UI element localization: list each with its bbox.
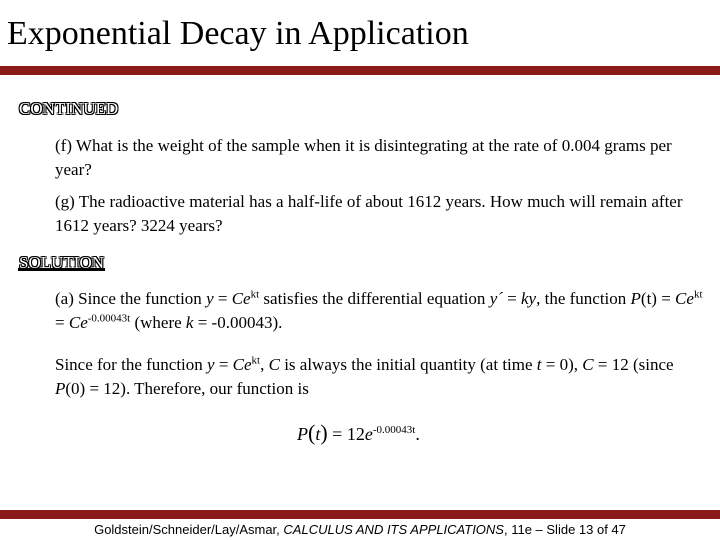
footer-slide-info: , 11e – Slide 13 of 47	[503, 522, 626, 537]
right-paren: )	[320, 420, 328, 445]
var-p: P	[55, 379, 66, 398]
text: =	[213, 289, 232, 308]
var-c: C	[232, 355, 244, 374]
var-t: t	[315, 424, 321, 444]
text: is always the initial quantity (at time	[279, 355, 537, 374]
var-e: e	[243, 289, 251, 308]
var-c: C	[675, 289, 687, 308]
text: =	[656, 289, 676, 308]
exponent-kt: kt	[251, 354, 261, 367]
text: (0) = 12). Therefore, our function is	[65, 379, 309, 398]
text: = 12 (since	[593, 355, 674, 374]
solution-paragraph-a	[55, 287, 705, 335]
left-paren: (	[308, 420, 316, 445]
text: (t)	[640, 289, 657, 308]
var-p: P	[297, 424, 308, 444]
text: =	[214, 355, 233, 374]
title-divider-bar	[0, 66, 720, 75]
exponent-kt: kt	[693, 288, 703, 301]
continued-heading: CONTINUED	[19, 99, 119, 118]
exponent-kt: kt	[250, 288, 260, 301]
decay-function-equation	[297, 420, 420, 447]
var-y: y	[206, 289, 214, 308]
text: (where	[130, 313, 186, 332]
footer-divider-bar	[0, 510, 720, 519]
var-k: k	[185, 313, 194, 332]
equation-rhs: = 12	[327, 424, 365, 444]
text: Since for the function	[55, 355, 208, 374]
text: = -0.00043).	[193, 313, 283, 332]
text: =	[502, 289, 521, 308]
var-ky: ky	[521, 289, 537, 308]
text: , the function	[536, 289, 631, 308]
var-c: C	[68, 313, 81, 332]
var-y: y	[207, 355, 215, 374]
footer-book-title: CALCULUS AND ITS APPLICATIONS	[283, 522, 504, 537]
slide-title: Exponential Decay in Application	[7, 15, 469, 52]
exponent-decay: -0.00043t	[87, 312, 131, 325]
problem-part-f: (f) What is the weight of the sample when it is disintegrating at the rate of 0.004 grams per year?	[55, 136, 672, 179]
var-e: e	[686, 289, 694, 308]
text: ,	[260, 355, 269, 374]
var-e: e	[244, 355, 252, 374]
var-e: e	[364, 424, 373, 444]
var-c: C	[231, 289, 244, 308]
equation-exponent: -0.00043t	[372, 424, 416, 436]
text: =	[55, 313, 69, 332]
var-c: C	[268, 355, 280, 374]
solution-heading: SOLUTION	[19, 253, 104, 272]
text: = 0),	[541, 355, 583, 374]
var-p: P	[630, 289, 641, 308]
slide-footer	[0, 519, 720, 540]
var-t: t	[536, 355, 542, 374]
var-e: e	[80, 313, 88, 332]
equation-period: .	[415, 424, 420, 444]
var-c: C	[582, 355, 594, 374]
problem-part-g: (g) The radioactive material has a half-life of about 1612 years. How much will remain after 1612 years? 3224 years?	[55, 192, 683, 235]
var-y-prime: y´	[489, 289, 503, 308]
solution-paragraph-b	[55, 353, 705, 401]
text: (a) Since the function	[55, 289, 207, 308]
text: satisfies the differential equation	[259, 289, 490, 308]
footer-authors: Goldstein/Schneider/Lay/Asmar,	[94, 522, 284, 537]
